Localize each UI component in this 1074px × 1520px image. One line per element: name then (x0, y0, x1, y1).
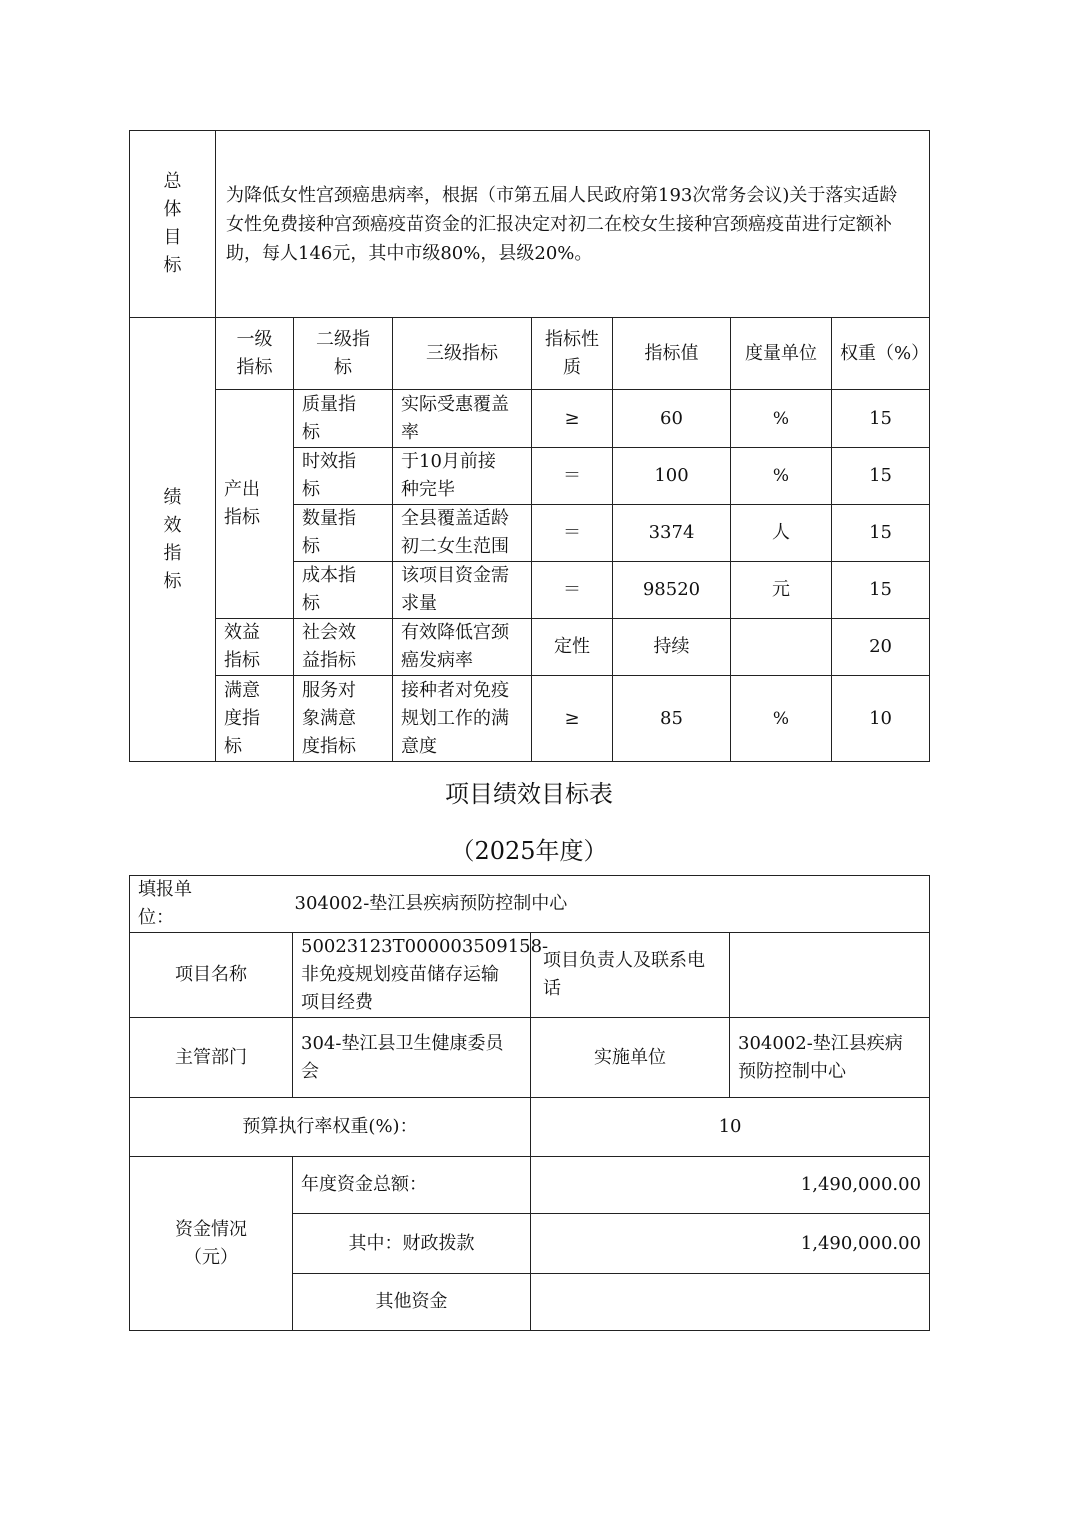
row-value: 98520 (613, 562, 731, 619)
row-unit: % (731, 390, 832, 448)
header-level1: 一级 指标 (216, 318, 294, 390)
row-l3: 有效降低宫颈 癌发病率 (393, 619, 532, 676)
row-nature: ＝ (532, 505, 613, 562)
output-indicator-label: 产出 指标 (216, 390, 294, 619)
row-nature: ＝ (532, 562, 613, 619)
funds-label: 资金情况 （元） (130, 1157, 293, 1331)
project-info-table (129, 875, 930, 1331)
page-title: 项目绩效目标表 (445, 780, 613, 808)
filing-unit-label: 填报单 位： (130, 876, 293, 933)
project-owner-value (730, 933, 930, 1018)
fiscal-funds-label: 其中：财政拨款 (293, 1214, 531, 1274)
header-value: 指标值 (613, 318, 731, 390)
annual-funds-label: 年度资金总额： (293, 1157, 531, 1214)
budget-rate-value: 10 (531, 1098, 930, 1157)
row-unit: 人 (731, 505, 832, 562)
benefit-indicator-label: 效益 指标 (216, 619, 294, 676)
impl-unit-label: 实施单位 (531, 1018, 730, 1098)
header-level2: 二级指 标 (294, 318, 393, 390)
satisfaction-indicator-label: 满意 度指 标 (216, 676, 294, 762)
project-name-label: 项目名称 (130, 933, 293, 1018)
project-owner-label: 项目负责人及联系电 话 (531, 933, 730, 1018)
row-l2: 数量指 标 (294, 505, 393, 562)
annual-funds-value: 1,490,000.00 (531, 1157, 930, 1214)
row-weight: 15 (832, 505, 930, 562)
performance-table (129, 130, 930, 762)
header-nature: 指标性 质 (532, 318, 613, 390)
row-l2: 成本指 标 (294, 562, 393, 619)
row-unit: 元 (731, 562, 832, 619)
fiscal-funds-value: 1,490,000.00 (531, 1214, 930, 1274)
other-funds-value (531, 1274, 930, 1331)
row-nature: 定性 (532, 619, 613, 676)
row-l2: 服务对 象满意 度指标 (294, 676, 393, 762)
row-l3: 全县覆盖适龄 初二女生范围 (393, 505, 532, 562)
row-weight: 15 (832, 390, 930, 448)
impl-unit-value: 304002-垫江县疾病 预防控制中心 (730, 1018, 930, 1098)
row-weight: 15 (832, 562, 930, 619)
row-value: 持续 (613, 619, 731, 676)
dept-label: 主管部门 (130, 1018, 293, 1098)
header-unit: 度量单位 (731, 318, 832, 390)
row-value: 100 (613, 448, 731, 505)
row-l3: 该项目资金需 求量 (393, 562, 532, 619)
budget-rate-label: 预算执行率权重(%)： (130, 1098, 531, 1157)
row-value: 85 (613, 676, 731, 762)
filing-unit-value: 304002-垫江县疾病预防控制中心 (293, 876, 930, 933)
row-value: 60 (613, 390, 731, 448)
row-value: 3374 (613, 505, 731, 562)
row-unit: % (731, 676, 832, 762)
header-weight: 权重（%） (832, 318, 930, 390)
overall-goal-text: 为降低女性宫颈癌患病率，根据（市第五届人民政府第193次常务会议)关于落实适龄女性免费接种宫颈癌疫苗资金的汇报决定对初二在校女生接种宫颈癌疫苗进行定额补助，每人146元，其中市级80%，县级20%。 (216, 131, 930, 318)
dept-value: 304-垫江县卫生健康委员 会 (293, 1018, 531, 1098)
row-weight: 20 (832, 619, 930, 676)
row-weight: 10 (832, 676, 930, 762)
row-l3: 接种者对免疫 规划工作的满 意度 (393, 676, 532, 762)
row-l2: 时效指 标 (294, 448, 393, 505)
other-funds-label: 其他资金 (293, 1274, 531, 1331)
header-level3: 三级指标 (393, 318, 532, 390)
row-unit (731, 619, 832, 676)
row-l2: 社会效 益指标 (294, 619, 393, 676)
row-weight: 15 (832, 448, 930, 505)
row-l3: 实际受惠覆盖 率 (393, 390, 532, 448)
row-nature: ≥ (532, 390, 613, 448)
performance-label: 绩 效 指 标 (130, 318, 216, 762)
row-l3: 于10月前接 种完毕 (393, 448, 532, 505)
project-name-value: 50023123T000003509158- 非免疫规划疫苗储存运输 项目经费 (293, 933, 531, 1018)
row-nature: ≥ (532, 676, 613, 762)
row-unit: % (731, 448, 832, 505)
page-subtitle-year: （2025年度） (450, 837, 608, 865)
overall-goal-label: 总 体 目 标 (130, 131, 216, 318)
row-l2: 质量指 标 (294, 390, 393, 448)
row-nature: ＝ (532, 448, 613, 505)
